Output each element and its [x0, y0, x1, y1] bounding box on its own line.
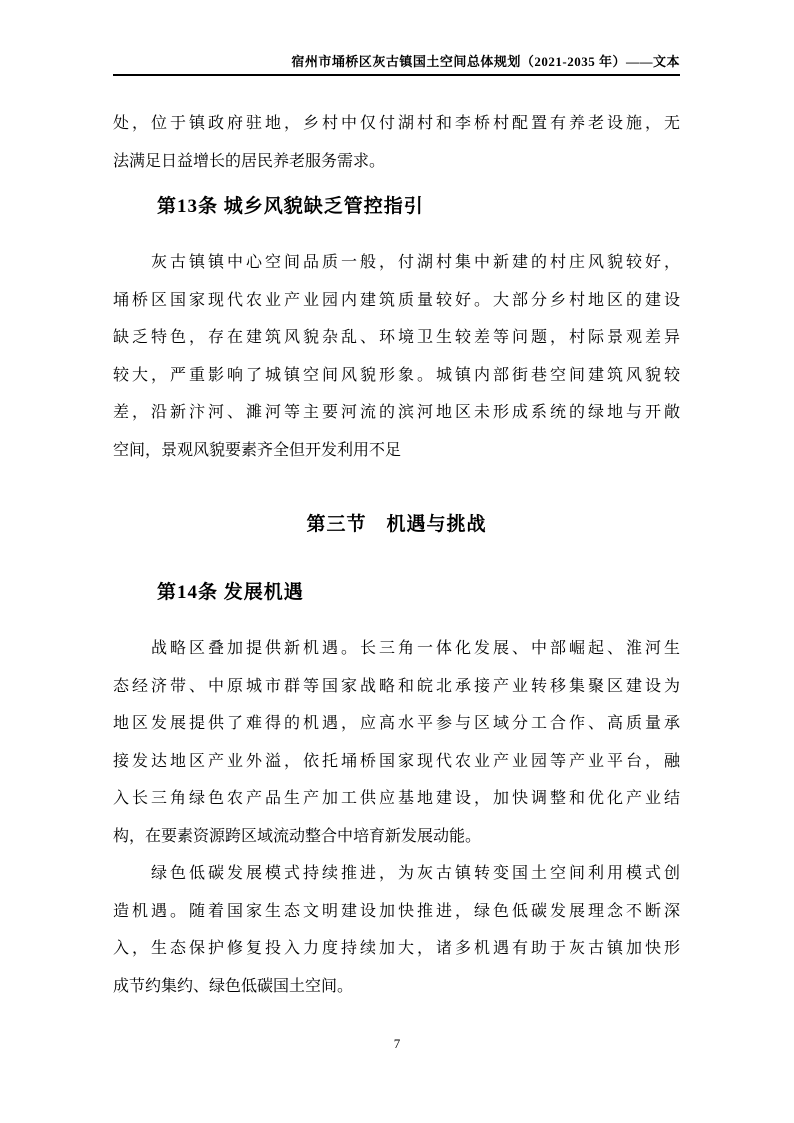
paragraph-line: 较大，严重影响了城镇空间风貌形象。城镇内部街巷空间建筑风貌较: [113, 366, 680, 384]
page-header: [113, 54, 680, 76]
paragraph-line: 入，生态保护修复投入力度持续加大，诸多机遇有助于灰古镇加快形: [113, 940, 680, 957]
paragraph-line: 差，沿新汴河、濉河等主要河流的滨河地区未形成系统的绿地与开敞: [113, 404, 680, 421]
page-number: 7: [393, 1036, 401, 1051]
paragraph-line: 接发达地区产业外溢，依托埇桥国家现代农业产业园等产业平台，融: [113, 752, 680, 770]
page-footer: [0, 1036, 794, 1052]
paragraph-line: 法满足日益增长的居民养老服务需求。: [113, 152, 386, 170]
paragraph-line: 处，位于镇政府驻地，乡村中仅付湖村和李桥村配置有养老设施，无: [113, 115, 680, 132]
paragraph-line: 埇桥区国家现代农业产业园内建筑质量较好。大部分乡村地区的建设: [113, 291, 680, 309]
paragraph-line: 空间，景观风貌要素齐全但开发利用不足: [113, 441, 402, 459]
paragraph-line: 入长三角绿色农产品生产加工供应基地建设，加快调整和优化产业结: [113, 790, 680, 807]
section-heading: 第三节 机遇与挑战: [306, 514, 487, 535]
article-heading-13: 第13条 城乡风貌缺乏管控指引: [157, 196, 424, 217]
paragraph-line: 地区发展提供了难得的机遇，应高水平参与区域分工合作、高质量承: [113, 715, 680, 732]
article-heading-14: 第14条 发展机遇: [157, 582, 304, 603]
paragraph-line: 缺乏特色，存在建筑风貌杂乱、环境卫生较差等问题，村际景观差异: [113, 329, 680, 346]
header-title: 宿州市埇桥区灰古镇国土空间总体规划（2021-2035 年）——文本: [291, 54, 680, 69]
paragraph-line: 战略区叠加提供新机遇。长三角一体化发展、中部崛起、淮河生: [151, 640, 680, 657]
paragraph-line: 绿色低碳发展模式持续推进，为灰古镇转变国土空间利用模式创: [151, 865, 680, 882]
paragraph-line: 造机遇。随着国家生态文明建设加快推进，绿色低碳发展理念不断深: [113, 902, 680, 920]
paragraph-line: 灰古镇镇中心空间品质一般，付湖村集中新建的村庄风貌较好，: [151, 254, 680, 271]
paragraph-line: 态经济带、中原城市群等国家战略和皖北承接产业转移集聚区建设为: [113, 677, 680, 695]
paragraph-line: 成节约集约、绿色低碳国土空间。: [113, 977, 354, 995]
document-body: [113, 105, 680, 1005]
paragraph-line: 构，在要素资源跨区域流动整合中培育新发展动能。: [113, 827, 482, 845]
